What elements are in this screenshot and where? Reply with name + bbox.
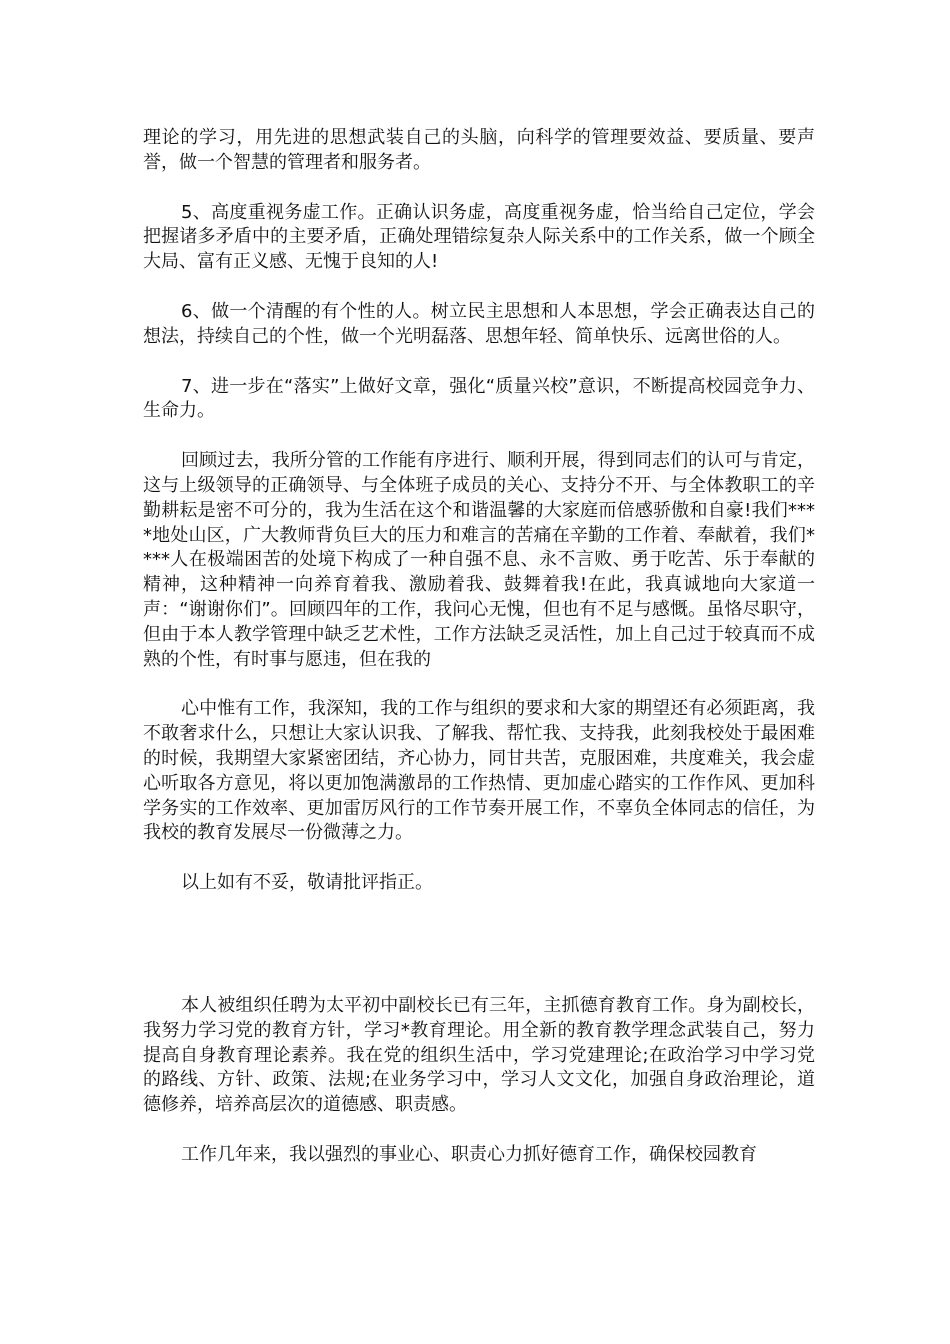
paragraph-continuation: 理论的学习，用先进的思想武装自己的头脑，向科学的管理要效益、要质量、要声誉，做一个智慧的管理者和服务者。 xyxy=(143,127,815,173)
paragraph-closing: 以上如有不妥，敬请批评指正。 xyxy=(181,872,433,894)
paragraph-work: 工作几年来，我以强烈的事业心、职责心力抓好德育工作，确保校园教育 xyxy=(181,1143,757,1165)
paragraph-heart: 心中惟有工作，我深知，我的工作与组织的要求和大家的期望还有必须距离，我不敢奢求什么，只想让大家认识我、了解我、帮忙我、支持我，此刻我校处于最困难的时候，我期望大家紧密团结，齐心协力，同甘共苦，克服困难，共度难关，我会虚心听取各方意见，将以更加饱满激昂的工作热情、更加虚心踏实的工作作风、更加科学务实的工作效率、更加雷厉风行的工作节奏开展工作，不辜负全体同志的信任，为我校的教育发展尽一份微薄之力。 xyxy=(143,698,815,844)
paragraph-intro: 本人被组织任聘为太平初中副校长已有三年，主抓德育教育工作。身为副校长，我努力学习党的教育方针，学习*教育理论。用全新的教育教学理念武装自己，努力提高自身教育理论素养。我在党的组织生活中，学习党建理论;在政治学习中学习党的路线、方针、政策、法规;在业务学习中，学习人文文化，加强自身政治理论，道德修养，培养高层次的道德感、职责感。 xyxy=(143,994,815,1116)
document-body xyxy=(143,126,815,1168)
paragraph-item-5: 5、高度重视务虚工作。正确认识务虚，高度重视务虚，恰当给自己定位，学会把握诸多矛盾中的主要矛盾，正确处理错综复杂人际关系中的工作关系，做一个顾全大局、富有正义感、无愧于良知的人! xyxy=(143,201,815,273)
paragraph-review: 回顾过去，我所分管的工作能有序进行、顺利开展，得到同志们的认可与肯定，这与上级领导的正确领导、与全体班子成员的关心、支持分不开、与全体教职工的辛勤耕耘是密不可分的，我为生活在这个和谐温馨的大家庭而倍感骄傲和自豪!我们****地处山区，广大教师背负巨大的压力和难言的苦痛在辛勤的工作着、奉献着，我们****人在极端困苦的处境下构成了一种自强不息、永不言败、勇于吃苦、乐于奉献的精神，这种精神一向养育着我、激励着我、鼓舞着我!在此，我真诚地向大家道一声：“谢谢你们”。回顾四年的工作，我问心无愧，但也有不足与感慨。虽恪尽职守，但由于本人教学管理中缺乏艺术性，工作方法缺乏灵活性，加上自己过于较真而不成熟的个性，有时事与愿违，但在我的 xyxy=(143,450,815,670)
paragraph-item-7: 7、进一步在“落实”上做好文章，强化“质量兴校”意识，不断提高校园竞争力、生命力。 xyxy=(143,375,815,422)
paragraph-item-6: 6、做一个清醒的有个性的人。树立民主思想和人本思想，学会正确表达自己的想法，持续自己的个性，做一个光明磊落、思想年轻、简单快乐、远离世俗的人。 xyxy=(143,300,815,347)
